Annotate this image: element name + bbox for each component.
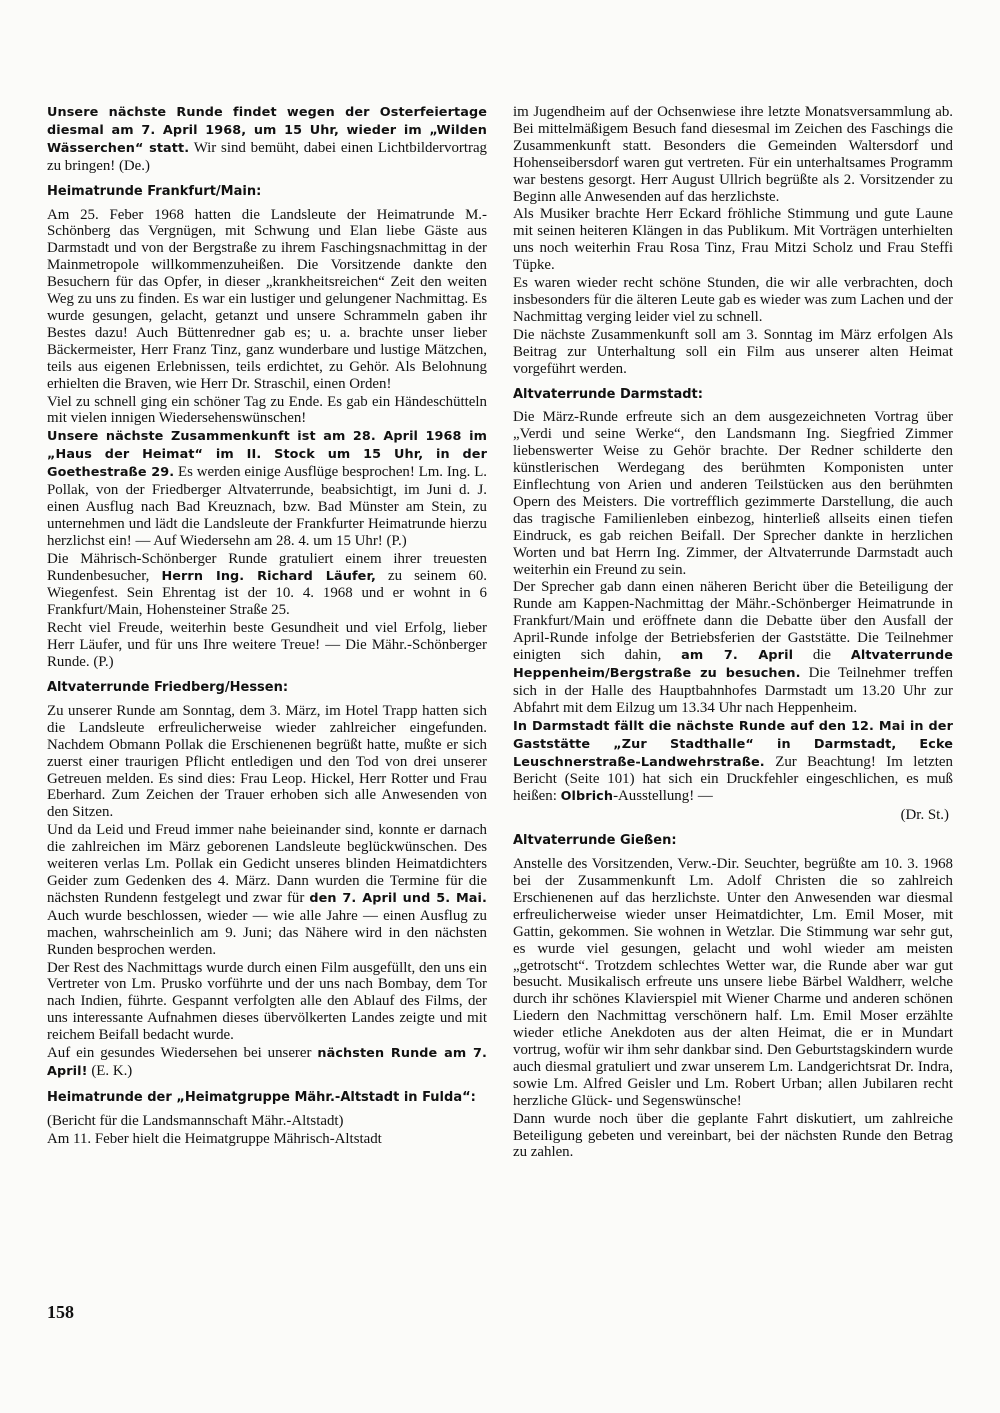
text-run: Auch wurde beschlossen, wieder — wie alle Jahre — einen Ausflug zu machen, wahrscheinlich am 9. Juni; das Nähere wird in den nächsten Runden besprochen werden. [47, 907, 487, 958]
section-heading: Altvaterrunde Gießen: [513, 833, 677, 849]
bold-text: Unsere nächste Zusammenkunft ist am 28. April 1968 im „Haus der Heimat“ im II. Stock um 15 Uhr, in der Goethestraße 29. [47, 429, 487, 481]
bold-text: Altvaterrunde Heppenheim/Bergstraße zu besuchen. [513, 648, 953, 681]
text-run: Am 25. Feber 1968 hatten die Landsleute der Heimatrunde M.-Schönberg das Vergnügen, mit Schwung und Elan liebe Gäste aus Darmstadt und von der Bergstraße zu ihrem Faschingsnachmittag in der Mainmetropole willkommenzuheißen. Die Vorsitzende dankte den Besuchern für das Opfer, in dieser „krankheitsreichen“ Zeit den weiten Weg zu uns zu finden. Es war ein lustiger und gelungener Nachmittag. Es wurde gesungen, gelacht, getanzt und unsere Schrammeln gaben ihr Bestes dazu! Auch Büttenredner gab es; u. a. brachte unser lieber Bäckermeister, Herr Franz Tinz, ganz wunderbare und lustige Mätzchen, teils aus eigenen Erlebnissen, teils erdichtet, zu Gehör. Als Belohnung erhielten die Braven, wie Herr Dr. Straschil, einen Orden! [47, 206, 487, 392]
paragraph [47, 620, 487, 671]
paragraph [513, 275, 953, 326]
text-run: Es werden einige Ausflüge besprochen! Lm. Ing. L. Pollak, von der Friedberger Altvaterrunde, beabsichtigt, im Juni d. J. einen Ausflug nach Bad Kreuznach, bzw. Bad Münster am Stein, zu unternehmen und lädt die Landsleute der Frankfurter Heimatrunde hierzu herzlichst ein! — Auf Wiedersehn am 28. 4. um 15 Uhr! (P.) [47, 464, 488, 549]
bold-text: den 7. April und 5. Mai. [309, 890, 487, 906]
paragraph [47, 1131, 487, 1148]
text-run: Die März-Runde erfreute sich an dem ausgezeichneten Vortrag über „Verdi und seine Werke“, den Landsmann Ing. Siegfried Zimmer liebenswerter Weise zu Gehör brachte. Der Redner schilderte den künstlerischen Werdegang des berühmten Komponisten unter Einflechtung von Arien und anderen Teilstücken aus den berühmten Opern des Meisters. Die vortrefflich gezimmerte Darstellung, die auch das tragische Familienleben einbezog, hinterließ allseits einen tiefen Eindruck, es gab reichen Beifall. Der Sprecher dankte in herzlichen Worten und bat Herrn Ing. Zimmer, der Altvaterrunde Darmstadt auch weiterhin ein Freund zu sein. [513, 409, 953, 578]
text-run: Anstelle des Vorsitzenden, Verw.-Dir. Seuchter, begrüßte am 10. 3. 1968 bei der Zusammenkunft Lm. Adolf Christen die so zahlreich Erschienenen auf das herzlichste. Unter den Anwesenden war diesmal erfreulicherweise wieder unser Heimatdichter, Lm. Emil Moser, mit Gattin, gekommen. Sie wohnen in Wetzlar. Die Stimmung war sehr gut, es wurde viel gesungen, gelacht und wohl wieder am meisten „getrotscht“. Trotzdem schlechtes Wetter war, die Runde aber war gut besucht. Musikalisch erfreute uns unsere liebe Bärbel Waldherr, welche durch ihr schönes Klavierspiel mit Wiener Charme und anderen schönen Liedern den Nachmittag verschönern half. Lm. Emil Moser erzählte wieder etliche Anekdoten aus der alten Heimat, die er in Mundart vortrug, wofür wir ihm sehr dankbar sind. Den Geburtstagskindern wurde auch diesmal gratuliert und zwar unserem Lm. Landgerichtsrat Dr. Indra, sowie Lm. Alfred Geisler und Lm. Robert Urban; allen Jubilaren recht herzliche Glück- und Segenswünsche! [513, 856, 953, 1109]
text-run: Auf ein gesundes Wiedersehen bei unserer [47, 1045, 318, 1062]
text-run: zu seinem 60. Wiegenfest. Sein Ehrentag ist der 10. 4. 1968 und er wohnt in 6 Frankfurt/Main, Hohensteiner Straße 25. [47, 567, 487, 619]
paragraph [47, 551, 487, 620]
text-run: Die Mährisch-Schönberger Runde gratuliert einem ihrer treuesten Rundenbesucher, [47, 550, 487, 584]
page-number: 158 [47, 1302, 74, 1322]
bold-text: am 7. April [681, 648, 794, 664]
section-heading: Heimatrunde Frankfurt/Main: [47, 183, 262, 199]
text-run: die [793, 647, 851, 664]
paragraph [513, 718, 953, 807]
text-run: Recht viel Freude, weiterhin beste Gesundheit und viel Erfolg, lieber Herr Läufer, und für uns Ihre weitere Treue! — Die Mähr.-Schönberger Runde. (P.) [47, 620, 487, 671]
bold-text: Olbrich [560, 789, 614, 805]
paragraph [47, 703, 487, 821]
section-heading: Altvaterrunde Friedberg/Hessen: [47, 680, 289, 695]
bold-text: nächsten Runde am 7. April! [47, 1046, 487, 1079]
paragraph [513, 579, 953, 716]
text-run: -Ausstellung! — [613, 788, 713, 805]
paragraph [47, 960, 487, 1045]
section-heading: Heimatrunde der „Heimatgruppe Mähr.-Altstadt in Fulda“: [47, 1089, 476, 1105]
section-heading: Altvaterrunde Darmstadt: [513, 386, 703, 402]
text-run: Wir sind bemüht, dabei einen Lichtbildervortrag zu bringen! (De.) [47, 139, 488, 174]
text-run: Die Teilnehmer treffen sich in der Halle des Hauptbahnhofes Darmstadt um 13.20 Uhr zur Abfahrt mit dem Eilzug um 13.34 Uhr nach Heppenheim. [513, 665, 953, 716]
text-run: Dann wurde noch über die geplante Fahrt diskutiert, um zahlreiche Beteiligung gebeten und vereinbart, bei der nächsten Runde den Betrag zu zahlen. [513, 1110, 953, 1161]
text-run: (Bericht für die Landsmannschaft Mähr.-Altstadt) [47, 1112, 344, 1129]
text-run: Viel zu schnell ging ein schöner Tag zu Ende. Es gab ein Händeschütteln mit vielen innigen Wiedersehenswünschen! [47, 393, 487, 427]
paragraph [513, 856, 953, 1110]
paragraph [513, 327, 953, 378]
paragraph [47, 394, 487, 428]
text-run: (E. K.) [87, 1062, 133, 1079]
bold-text: Unsere nächste Runde findet wegen der Osterfeiertage diesmal am 7. April 1968, um 15 Uhr, wieder im „Wilden Wässerchen“ statt. [47, 105, 487, 156]
paragraph [47, 1113, 487, 1130]
paragraph [47, 207, 487, 393]
text-run: Zu unserer Runde am Sonntag, dem 3. März, im Hotel Trapp hatten sich die Landsleute erfreulicherweise wieder zahlreicher eingefunden. Nachdem Obmann Pollak die Erschienenen begrüßt hatte, mußte er sich zuerst einer traurigen Pflicht entledigen und den Tod von drei unserer Getreuen melden. Es sind dies: Frau Leop. Hickel, Herr Rotter und Frau Eberhard. Zum Zeichen der Trauer erhoben sich alle Anwesenden von den Sitzen. [47, 702, 487, 821]
text-run: im Jugendheim auf der Ochsenwiese ihre letzte Monatsversammlung ab. Bei mittelmäßigem Besuch fand diesesmal im Zeichen des Faschings die Zusammenkunft statt. Besonders die Gemeinden Waltersdorf und Hohenseibersdorf waren gut vertreten. Für ein unterhaltsames Programm war bestens gesorgt. Herr August Ullrich begrüßte als 2. Vorsitzender zu Beginn alle Anwesenden auf das herzlichste. [513, 104, 953, 205]
bold-text: In Darmstadt fällt die nächste Runde auf den 12. Mai in der Gaststätte „Zur Stadthalle“ in Darmstadt, Ecke Leuschnerstraße-Landwehrstraße. [513, 718, 953, 770]
text-run: Die nächste Zusammenkunft soll am 3. Sonntag im März erfolgen Als Beitrag zur Unterhaltung soll ein Film aus unserer alten Heimat vorgeführt werden. [513, 326, 953, 377]
paragraph [513, 104, 953, 205]
text-run: Der Rest des Nachmittags wurde durch einen Film ausgefüllt, den uns ein Vertreter von Lm. Prusko vorführte und der uns nach Bombay, dem Tor nach Indien, führte. Gespannt verfolgten alle den Ablauf des Films, der uns interessante Aufnahmen dieses übervölkerten Landes zeigte und mit reichem Beifall bedacht wurde. [47, 959, 487, 1044]
text-run: Am 11. Feber hielt die Heimatgruppe Mährisch-Altstadt [47, 1130, 382, 1147]
left-column [47, 104, 487, 1149]
text-run: Es waren wieder recht schöne Stunden, die wir alle verbrachten, doch insbesonders für die älteren Leute gab es wieder was zum Lachen und der Nachmittag verging leider viel zu schnell. [513, 275, 953, 325]
text-run: Zur Beachtung! Im letzten Bericht (Seite 101) hat sich ein Druckfehler eingeschlichen, es muß heißen: [513, 753, 953, 805]
right-column [513, 104, 953, 1162]
text-run: Als Musiker brachte Herr Eckard fröhliche Stimmung und gute Laune mit seinen heiteren Klängen in das Publikum. Mit Vorträgen unterhielten uns noch weiterhin Frau Rosa Tinz, Frau Mitzi Scholz und Frau Steffi Tüpke. [513, 206, 953, 274]
paragraph [47, 428, 487, 549]
paragraph [513, 409, 953, 578]
paragraph [47, 1045, 487, 1081]
paragraph [47, 822, 487, 958]
paragraph [513, 206, 953, 274]
bold-text: Herrn Ing. Richard Läufer, [161, 568, 376, 584]
paragraph [47, 104, 487, 175]
signature: (Dr. St.) [900, 807, 949, 824]
paragraph [513, 1111, 953, 1162]
text-run: Und da Leid und Freud immer nahe beieinander sind, konnte er darnach die zahlreichen im März geborenen Landsleute beglückwünschen. Des weiteren verlas Lm. Pollak ein Gedicht unseres blinden Heimatdichters Geider zum Gedenken des 4. März. Dann wurden die Termine für die nächsten Rundenn festgelegt und zwar für [47, 822, 487, 906]
text-run: Der Sprecher gab dann einen näheren Bericht über die Beteiligung der Runde am Kappen-Nachmittag der Mähr.-Schönberger Heimatrunde in Frankfurt/Main und eröffnete dann die Debatte über den Ausfall der April-Runde infolge der Betriebsferien der Gaststätte. Die Teilnehmer einigten sich dahin, [513, 579, 953, 664]
